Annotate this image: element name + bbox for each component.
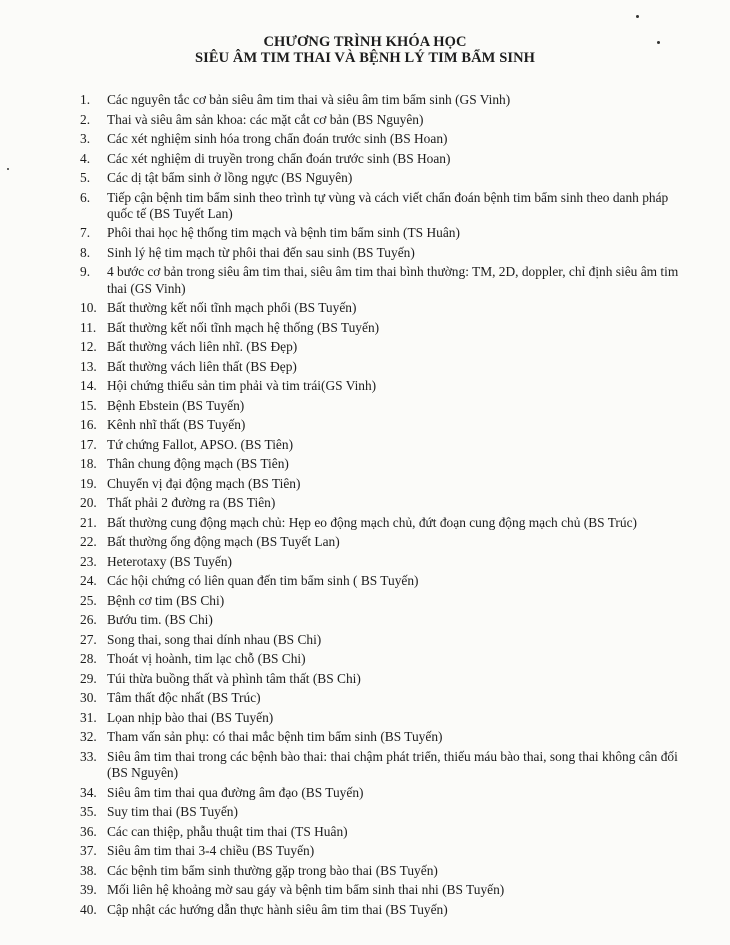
item-number: 22. [80,534,97,550]
item-number: 31. [80,709,97,725]
item-text: Bệnh cơ tim (BS Chi) [107,592,225,608]
item-text: Các dị tật bẩm sinh ở lồng ngực (BS Nguyên) [107,170,353,185]
item-text: Sinh lý hệ tim mạch từ phôi thai đến sau sinh (BS Tuyến) [107,244,415,260]
item-text: Chuyển vị đại động mạch (BS Tiên) [107,475,301,491]
list-item [80,92,690,108]
list-item [80,151,690,167]
item-number: 19. [80,475,97,491]
item-number: 11. [80,319,97,335]
list-item [80,417,690,433]
list-item [80,749,690,782]
list-item [80,190,690,223]
item-number: 10. [80,300,97,316]
item-number: 29. [80,670,97,686]
item-number: 28. [80,651,97,667]
item-text: 4 bước cơ bản trong siêu âm tim thai, siêu âm tim thai bình thường: TM, 2D, doppler, chỉ định siêu âm tim thai (GS Vinh) [107,264,679,296]
item-text: Bất thường kết nối tĩnh mạch hệ thống (BS Tuyến) [107,319,380,335]
item-number: 27. [80,631,97,647]
item-text: Các bệnh tim bẩm sinh thường gặp trong bào thai (BS Tuyến) [107,862,438,878]
item-number: 18. [80,456,97,472]
list-item [80,671,690,687]
item-number: 17. [80,436,97,452]
list-item [80,495,690,511]
item-number: 33. [80,748,97,764]
item-number: 16. [80,417,97,433]
item-text: Siêu âm tim thai 3-4 chiều (BS Tuyến) [107,843,315,859]
item-number: 34. [80,784,97,800]
item-text: Siêu âm tim thai qua đường âm đạo (BS Tuyến) [107,784,364,800]
item-text: Thoát vị hoành, tim lạc chỗ (BS Chi) [107,651,306,667]
item-number: 12. [80,339,97,355]
item-text: Kênh nhĩ thất (BS Tuyến) [107,417,246,433]
item-number: 20. [80,495,97,511]
item-number: 13. [80,358,97,374]
list-item [80,824,690,840]
item-text: Cập nhật các hướng dẫn thực hành siêu âm tim thai (BS Tuyến) [107,901,448,917]
item-text: Tâm thất độc nhất (BS Trúc) [107,690,261,706]
list-item [80,632,690,648]
item-text: Các can thiệp, phẫu thuật tim thai (TS Huân) [107,823,348,839]
item-number: 36. [80,823,97,839]
item-text: Bướu tim. (BS Chi) [107,612,213,628]
scan-speck [657,41,660,44]
list-item [80,515,690,531]
list-item [80,320,690,336]
item-number: 38. [80,862,97,878]
list-item [80,378,690,394]
list-item [80,398,690,414]
list-item [80,785,690,801]
item-number: 9. [80,264,91,280]
item-text: Tứ chứng Fallot, APSO. (BS Tiên) [107,436,294,452]
item-number: 30. [80,690,97,706]
item-number: 23. [80,553,97,569]
item-text: Các hội chứng có liên quan đến tim bẩm sinh ( BS Tuyến) [107,573,419,589]
list-item [80,902,690,918]
item-text: Các xét nghiệm sinh hóa trong chẩn đoán trước sinh (BS Hoan) [107,131,448,146]
item-number: 5. [80,170,91,185]
list-item [80,804,690,820]
course-subtitle: SIÊU ÂM TIM THAI VÀ BỆNH LÝ TIM BẨM SINH [194,50,536,66]
list-item [80,651,690,667]
item-text: Song thai, song thai dính nhau (BS Chi) [107,631,322,647]
item-text: Các nguyên tắc cơ bản siêu âm tim thai và siêu âm tim bẩm sinh (GS Vinh) [107,92,511,107]
list-item [80,131,690,147]
item-text: Bất thường vách liên thất (BS Đẹp) [107,358,297,374]
item-text: Thai và siêu âm sản khoa: các mặt cắt cơ bản (BS Nguyên) [107,111,424,127]
list-item [80,573,690,589]
list-item [80,170,690,186]
item-text: Bất thường kết nối tĩnh mạch phổi (BS Tuyến) [107,300,357,316]
list-item [80,112,690,128]
topic-list [80,92,690,921]
item-text: Lọan nhịp bào thai (BS Tuyến) [107,709,274,725]
item-number: 37. [80,843,97,859]
item-number: 7. [80,225,91,241]
course-title: CHƯƠNG TRÌNH KHÓA HỌC [263,34,467,50]
item-number: 26. [80,612,97,628]
list-item [80,300,690,316]
item-number: 3. [80,131,91,146]
item-text: Hội chứng thiểu sản tim phải và tim trái(GS Vinh) [107,378,377,394]
item-text: Bất thường ống động mạch (BS Tuyết Lan) [107,534,340,550]
item-number: 8. [80,244,91,260]
list-item [80,554,690,570]
list-item [80,456,690,472]
scan-speck [7,168,9,170]
item-text: Thất phải 2 đường ra (BS Tiên) [107,495,276,511]
item-number: 4. [80,150,91,166]
list-item [80,225,690,241]
list-item [80,339,690,355]
list-item [80,612,690,628]
item-text: Tham vấn sản phụ: có thai mắc bệnh tim bẩm sinh (BS Tuyến) [107,729,443,745]
list-item [80,710,690,726]
item-number: 21. [80,514,97,530]
list-item [80,264,690,297]
item-text: Tiếp cận bệnh tim bẩm sinh theo trình tự vùng và cách viết chẩn đoán bệnh tim bẩm sinh theo danh pháp quốc tế (BS Tuyết Lan) [107,189,669,221]
list-item [80,882,690,898]
list-item [80,359,690,375]
item-number: 15. [80,397,97,413]
item-text: Bất thường vách liên nhĩ. (BS Đẹp) [107,339,298,355]
list-item [80,534,690,550]
list-item [80,863,690,879]
item-number: 32. [80,729,97,745]
item-text: Siêu âm tim thai trong các bệnh bào thai: thai chậm phát triển, thiếu máu bào thai, song thai không cân đối (BS Nguyên) [107,748,678,781]
list-item [80,690,690,706]
item-text: Bệnh Ebstein (BS Tuyến) [107,397,245,413]
list-item [80,245,690,261]
item-text: Mối liên hệ khoảng mờ sau gáy và bệnh tim bẩm sinh thai nhi (BS Tuyến) [107,882,505,898]
list-item [80,593,690,609]
list-item [80,476,690,492]
item-text: Heterotaxy (BS Tuyến) [107,553,232,569]
scan-speck [636,15,639,18]
item-number: 35. [80,804,97,820]
item-number: 39. [80,882,97,898]
item-number: 1. [80,92,91,107]
item-number: 14. [80,378,97,394]
item-number: 24. [80,573,97,589]
item-number: 6. [80,189,91,205]
item-text: Thân chung động mạch (BS Tiên) [107,456,289,472]
list-item [80,437,690,453]
item-number: 40. [80,901,97,917]
item-text: Bất thường cung động mạch chủ: Hẹp eo động mạch chủ, đứt đoạn cung động mạch chủ (BS Trúc) [107,514,637,530]
item-text: Suy tim thai (BS Tuyến) [107,804,238,820]
item-text: Các xét nghiệm di truyền trong chẩn đoán trước sinh (BS Hoan) [107,150,451,166]
list-item [80,729,690,745]
item-number: 2. [80,111,91,127]
item-number: 25. [80,592,97,608]
item-text: Túi thừa buồng thất và phình tâm thất (BS Chi) [107,670,361,686]
list-item [80,843,690,859]
item-text: Phôi thai học hệ thống tim mạch và bệnh tim bẩm sinh (TS Huân) [107,225,460,241]
